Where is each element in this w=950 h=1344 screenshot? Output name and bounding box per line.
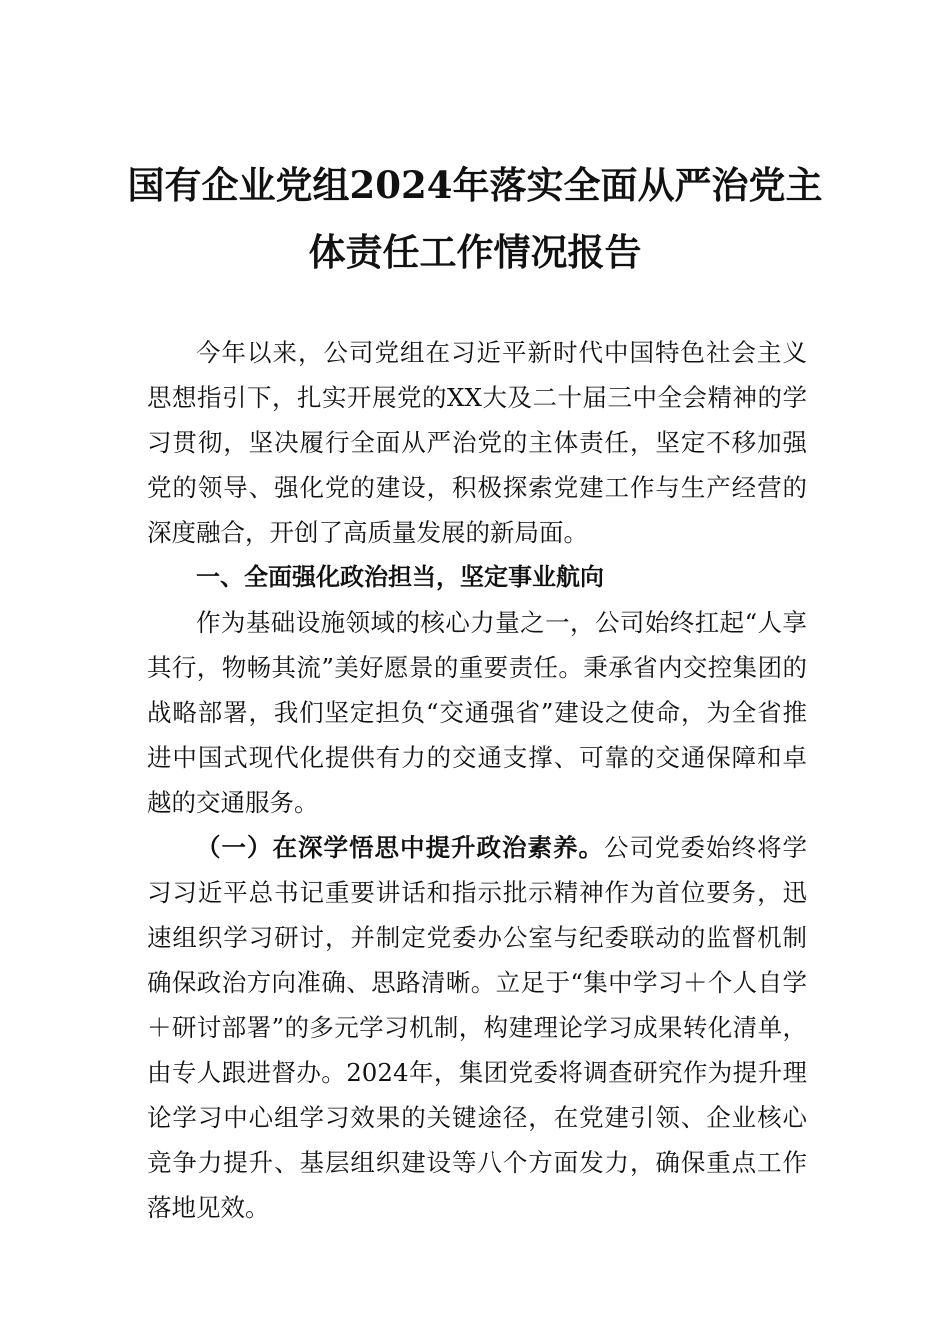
- intro-paragraph: 今年以来，公司党组在习近平新时代中国特色社会主义思想指引下，扎实开展党的XX大及二十届三中全会精神的学习贯彻，坚决履行全面从严治党的主体责任，坚定不移加强党的领导、强化党的建设，积极探索党建工作与生产经营的深度融合，开创了高质量发展的新局面。: [147, 338, 807, 547]
- document-title-line-2: 体责任工作情况报告: [308, 230, 642, 274]
- subsection-1-paragraph: [147, 825, 807, 1230]
- document-body: [147, 330, 807, 1230]
- subsection-1-lead: （一）在深学悟思中提升政治素养。: [196, 833, 604, 862]
- document-title-line-1: 国有企业党组2024年落实全面从严治党主: [127, 163, 823, 207]
- section-1-heading: 一、全面强化政治担当，坚定事业航向: [196, 563, 604, 591]
- section-1-paragraph: 作为基础设施领域的核心力量之一，公司始终扛起“人享其行，物畅其流”美好愿景的重要责任。秉承省内交控集团的战略部署，我们坚定担负“交通强省”建设之使命，为全省推进中国式现代化提供有力的交通支撑、可靠的交通保障和卓越的交通服务。: [147, 608, 807, 817]
- subsection-1-body: 公司党委始终将学习习近平总书记重要讲话和指示批示精神作为首位要务，迅速组织学习研讨，并制定党委办公室与纪委联动的监督机制确保政治方向准确、思路清晰。立足于“集中学习＋个人自学＋研讨部署”的多元学习机制，构建理论学习成果转化清单，由专人跟进督办。2024年，集团党委将调查研究作为提升理论学习中心组学习效果的关键途径，在党建引领、企业核心竞争力提升、基层组织建设等八个方面发力，确保重点工作落地见效。: [147, 833, 807, 1222]
